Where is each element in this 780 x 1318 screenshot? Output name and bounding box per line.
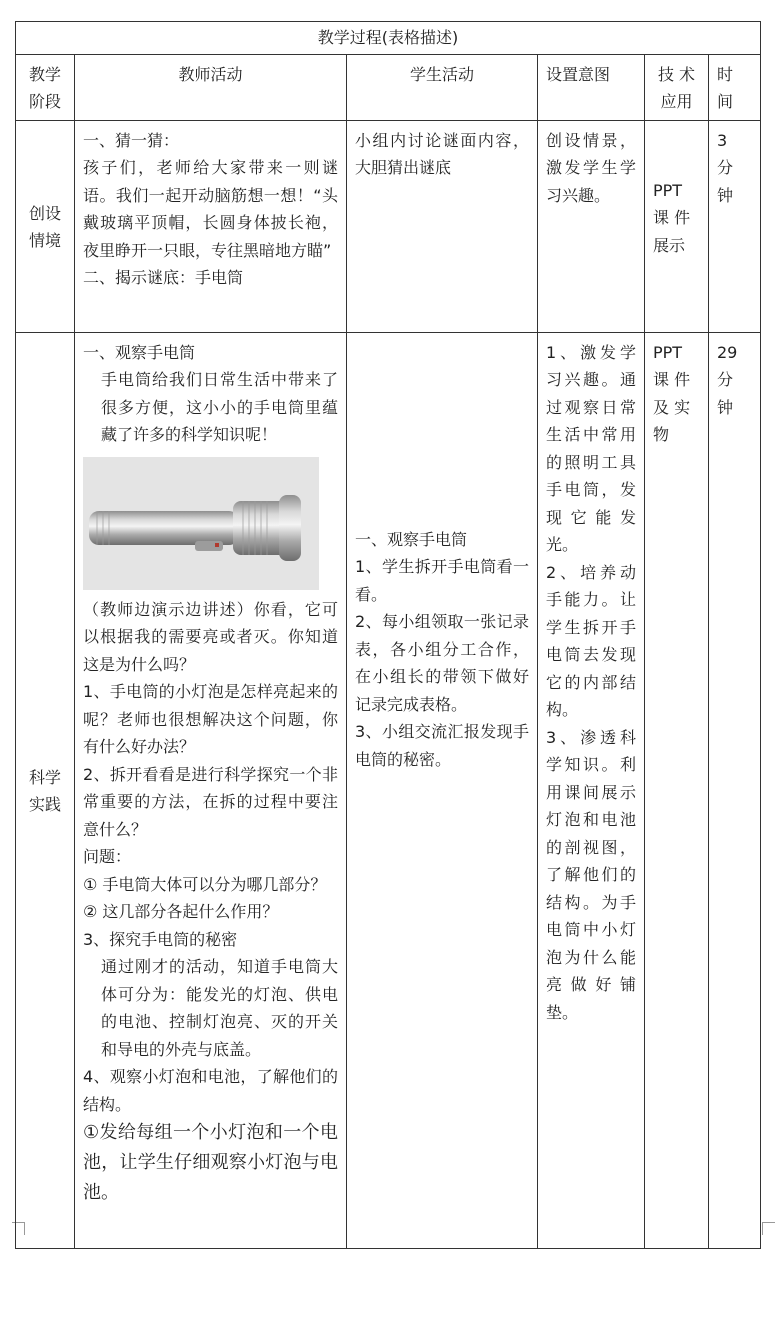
lesson-process-table [15, 21, 761, 1249]
time-cell: 3 分 钟 [709, 120, 761, 332]
table-row [16, 332, 761, 1248]
stage-cell: 科学 实践 [16, 332, 75, 1248]
header-teacher: 教师活动 [75, 54, 347, 120]
header-tech: 技 术 应用 [645, 54, 709, 120]
tech-cell: PPT 课 件 及 实 物 [645, 332, 709, 1248]
student-activity-cell: 小组内讨论谜面内容，大胆猜出谜底 [347, 120, 538, 332]
header-row [16, 54, 761, 120]
header-intent: 设置意图 [538, 54, 645, 120]
intent-cell: 1、激发学习兴趣。通过观察日常生活中常用的照明工具手电筒，发现它能发光。 2、培养动手能力。让学生拆开手电筒去发现它的内部结构。 3、渗透科学知识。利用课间展示灯泡和电池的剖视图，了解他们的结构。为手电筒中小灯泡为什么能亮做好铺垫。 [538, 332, 645, 1248]
time-cell: 29 分 钟 [709, 332, 761, 1248]
teacher-activity-cell: 一、观察手电筒 手电筒给我们日常生活中带来了很多方便，这小小的手电筒里蕴藏了许多的科学知识呢！ （教师边演示边讲述）你看，它可以根据我的需要亮或者灭。你知道这是为什么吗？ 1、手电筒的小灯泡是怎样亮起来的呢？老师也很想解决这个问题，你有什么好办法？ 2、拆开看看是进行科学探究一个非常重要的方法，在拆的过程中要注意什么？ 问题： ① 手电筒大体可以分为哪几部分？ ② 这几部分各起什么作用？ 3、探究手电筒的秘密 通过刚才的活动，知道手电筒大体可分为：能发光的灯泡、供电的电池、控制灯泡亮、灭的开关和导电的外壳与底盖。 4、观察小灯泡和电池，了解他们的结构。 ①发给每组一个小灯泡和一个电池，让学生仔细观察小灯泡与电池。 [75, 332, 347, 1248]
table-title: 教学过程(表格描述) [16, 22, 761, 55]
header-stage: 教学 阶段 [16, 54, 75, 120]
tech-cell: PPT 课 件 展示 [645, 120, 709, 332]
header-student: 学生活动 [347, 54, 538, 120]
header-time: 时 间 [709, 54, 761, 120]
table-row [16, 120, 761, 332]
intent-cell: 创设情景，激发学生学习兴趣。 [538, 120, 645, 332]
flashlight-photo [83, 457, 319, 590]
teacher-activity-cell: 一、猜一猜： 孩子们，老师给大家带来一则谜语。我们一起开动脑筋想一想！“头戴玻璃平顶帽，长圆身体披长袍，夜里睁开一只眼，专往黑暗地方瞄” 二、揭示谜底：手电筒 [75, 120, 347, 332]
corner-mark-right [762, 1222, 775, 1235]
student-activity-cell: 一、观察手电筒 1、学生拆开手电筒看一看。 2、每小组领取一张记录表，各小组分工合作，在小组长的带领下做好记录完成表格。 3、小组交流汇报发现手电筒的秘密。 [347, 332, 538, 1248]
stage-cell: 创设 情境 [16, 120, 75, 332]
